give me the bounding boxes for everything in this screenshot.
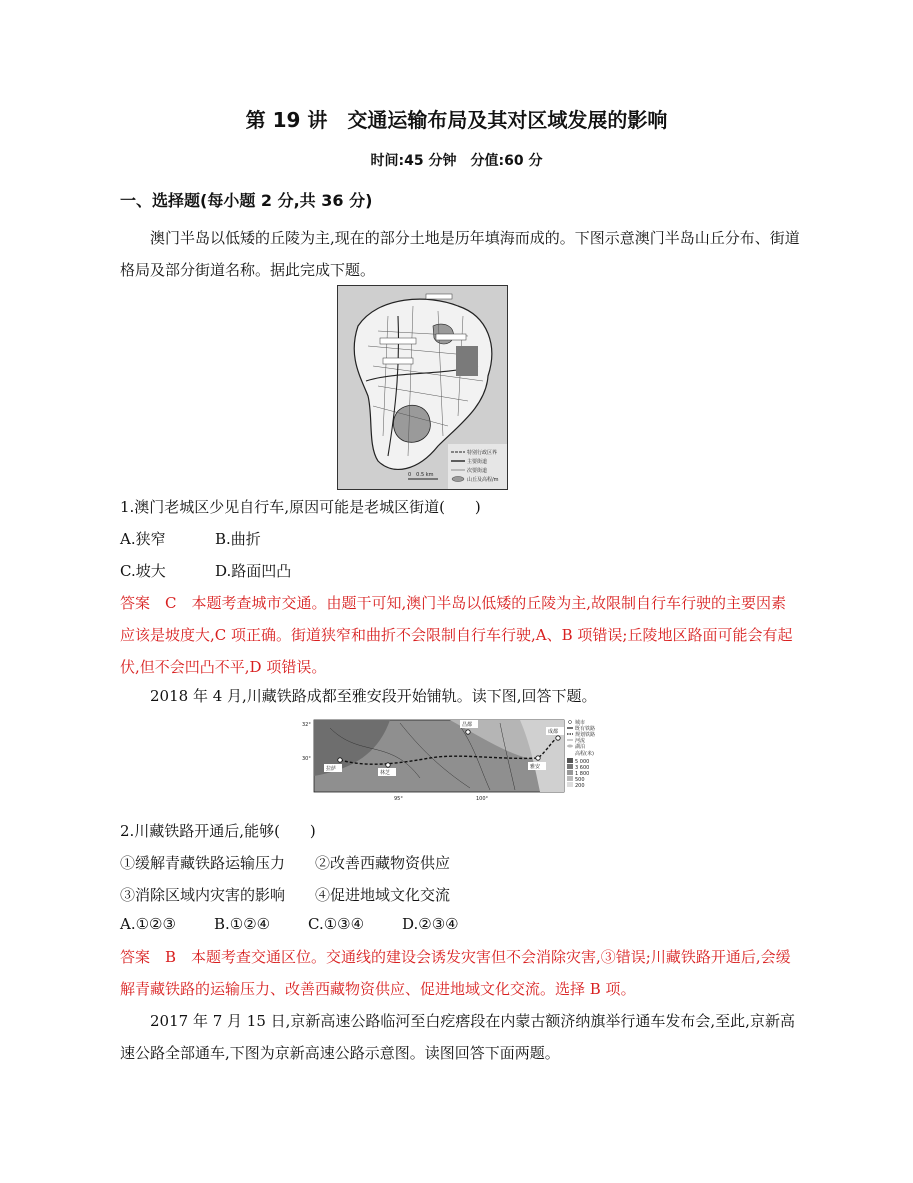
svg-text:高程(米): 高程(米) xyxy=(575,751,594,757)
item-4: ④促进地域文化交流 xyxy=(315,886,451,904)
svg-text:500: 500 xyxy=(575,777,585,783)
svg-text:既有铁路: 既有铁路 xyxy=(575,726,596,732)
question-2-stem: 2.川藏铁路开通后,能够( ) xyxy=(120,822,316,840)
lon-label-100: 100° xyxy=(476,796,489,802)
option-d: D.路面凹凸 xyxy=(215,562,292,580)
section-heading: 一、选择题(每小题 2 分,共 36 分) xyxy=(120,191,373,210)
option-b: B.①②④ xyxy=(214,915,271,933)
question-1-stem: 1.澳门老城区少见自行车,原因可能是老城区街道( ) xyxy=(120,498,481,516)
map1-legend xyxy=(448,444,507,489)
intro-paragraph-1: 澳门半岛以低矮的丘陵为主,现在的部分土地是历年填海而成的。下图示意澳门半岛山丘分布、街道格局及部分街道名称。据此完成下题。 xyxy=(120,229,800,279)
question-1-options-row-1 xyxy=(120,528,261,549)
lat-label-30: 30° xyxy=(302,756,311,762)
svg-text:5 000: 5 000 xyxy=(575,759,590,765)
svg-text:规划铁路: 规划铁路 xyxy=(575,732,596,738)
map1-legend-boundary: 特别行政区界 xyxy=(467,450,498,456)
map1-legend-main-street: 主要街道 xyxy=(467,459,488,465)
map1-scale: 0 0.5 km xyxy=(408,472,434,478)
question-1-options-row-2 xyxy=(120,560,291,581)
city-label-chengdu: 成都 xyxy=(548,729,559,735)
map1-legend-hill: 山丘及高程/m xyxy=(467,477,499,483)
question-2-answer: 答案 B 本题考查交通区位。交通线的建设会诱发灾害但不会消除灾害,③错误;川藏铁路开通后,会缓解青藏铁路的运输压力、改善西藏物资供应、促进地域文化交流。选择 B 项。 xyxy=(120,948,791,998)
macau-map-figure xyxy=(337,285,508,490)
svg-text:城市: 城市 xyxy=(575,720,586,726)
option-a: A.狭窄 xyxy=(120,530,166,548)
item-2: ②改善西藏物资供应 xyxy=(315,854,451,872)
question-2-items-row-1 xyxy=(120,852,450,873)
city-label-changdu: 昌都 xyxy=(462,722,473,728)
intro-paragraph-3: 2017 年 7 月 15 日,京新高速公路临河至白疙瘩段在内蒙古额济纳旗举行通车发布会,至此,京新高速公路全部通车,下图为京新高速公路示意图。读图回答下面两题。 xyxy=(120,1012,795,1062)
intro-paragraph-2: 2018 年 4 月,川藏铁路成都至雅安段开始铺轨。读下图,回答下题。 xyxy=(150,687,597,705)
page-title: 第 19 讲 交通运输布局及其对区域发展的影响 xyxy=(245,108,668,132)
map1-legend-minor-street: 次要街道 xyxy=(467,468,488,474)
svg-text:河流: 河流 xyxy=(575,738,586,744)
lon-label-95: 95° xyxy=(394,796,403,802)
page-subtitle: 时间:45 分钟 分值:60 分 xyxy=(370,153,543,169)
svg-text:3 600: 3 600 xyxy=(575,765,590,771)
city-label-nyingchi: 林芝 xyxy=(380,770,391,776)
lat-label-32: 32° xyxy=(302,722,311,728)
item-3: ③消除区域内灾害的影响 xyxy=(120,886,286,904)
svg-text:1 800: 1 800 xyxy=(575,771,590,777)
option-d: D.②③④ xyxy=(402,915,459,933)
option-c: C.①③④ xyxy=(308,915,365,933)
option-b: B.曲折 xyxy=(215,530,261,548)
map2-legend xyxy=(567,719,595,789)
question-2-items-row-2 xyxy=(120,884,450,905)
railway-map-figure xyxy=(300,718,614,806)
question-1-answer: 答案 C 本题考查城市交通。由题干可知,澳门半岛以低矮的丘陵为主,故限制自行车行驶的主要因素应该是坡度大,C 项正确。街道狭窄和曲折不会限制自行车行驶,A、B 项错误;丘陵地区路面可能会有起伏,但不会凹凸不平,D 项错误。 xyxy=(120,594,793,676)
option-c: C.坡大 xyxy=(120,562,166,580)
city-label-yaan: 雅安 xyxy=(530,764,541,770)
svg-text:湖泊: 湖泊 xyxy=(575,744,586,750)
svg-text:200: 200 xyxy=(575,783,585,789)
question-2-options xyxy=(120,915,459,933)
city-label-lhasa: 拉萨 xyxy=(326,766,337,772)
item-1: ①缓解青藏铁路运输压力 xyxy=(120,854,286,872)
option-a: A.①②③ xyxy=(120,915,176,933)
